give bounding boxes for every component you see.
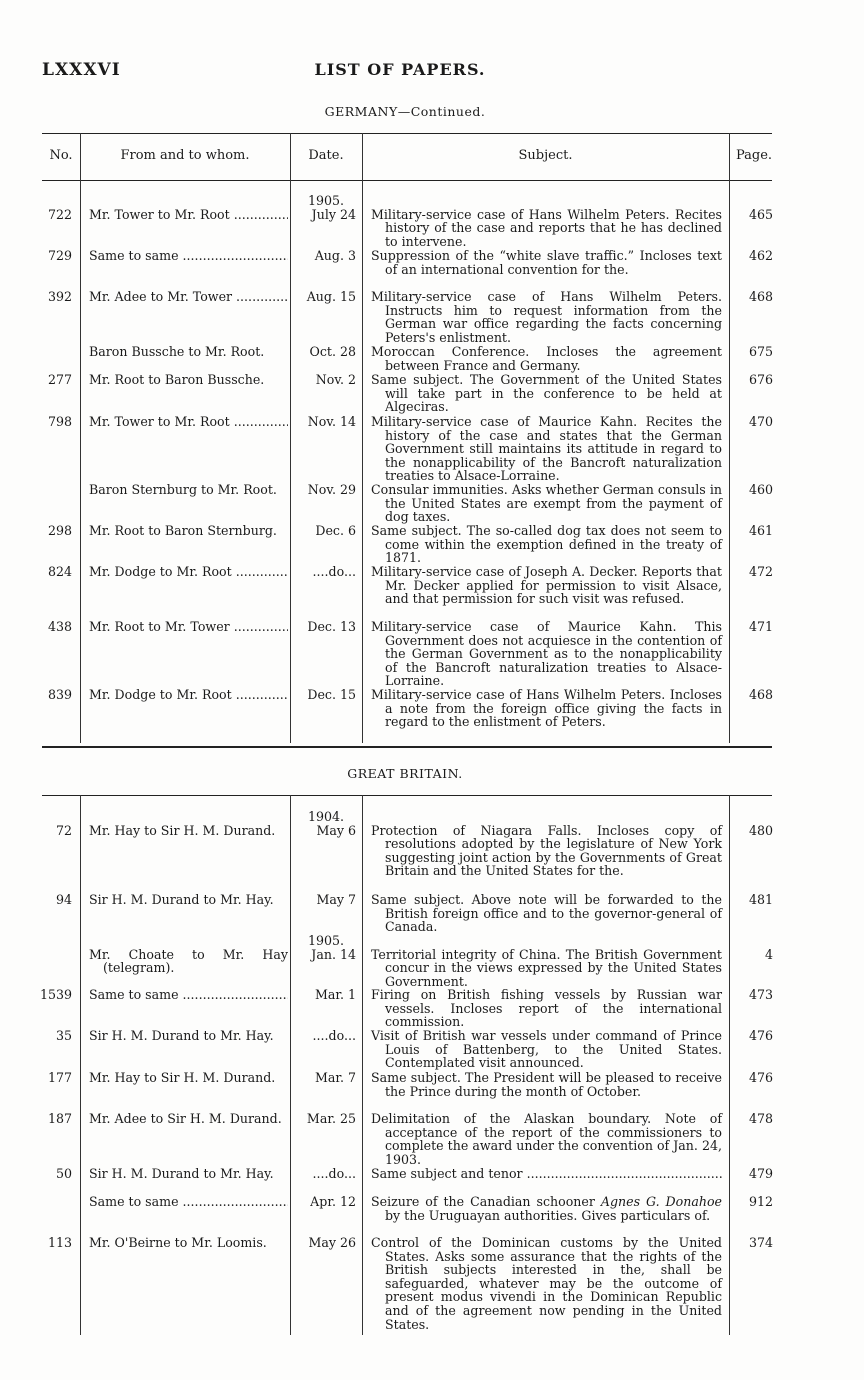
subject: Military-service case of Hans Wilhelm Peters. Incloses a note from the foreign office giving the facts in regard to the enlistment of Peters. xyxy=(371,687,722,730)
subject: Territorial integrity of China. The British Government concur in the views expressed by the United States Government. xyxy=(371,946,722,989)
subject: Consular immunities. Asks whether German consuls in the United States are exempt from the payment of dog taxes. xyxy=(371,482,722,525)
date xyxy=(296,194,356,221)
date xyxy=(296,934,356,961)
paper-number: 438 xyxy=(47,619,72,634)
subject: Same subject. The President will be pleased to receive the Prince during the month of October. xyxy=(371,1070,722,1099)
date-year: 1905. xyxy=(307,933,345,948)
column-header-page: Page. xyxy=(735,148,773,163)
table-row xyxy=(0,810,864,893)
date-day: Mar. 25 xyxy=(306,1111,356,1126)
page-reference: 470 xyxy=(748,414,773,429)
correspondents-text: Mr. Tower to Mr. Root ..... xyxy=(89,415,288,429)
date xyxy=(296,483,356,497)
date xyxy=(296,1112,356,1126)
table-row xyxy=(0,1071,864,1113)
table-top-rule xyxy=(42,133,772,134)
table-row xyxy=(0,345,864,373)
table-row xyxy=(0,1029,864,1071)
page-reference: 461 xyxy=(748,523,773,538)
subject: Same subject. The Government of the United States will take part in the conference to be held at Algeciras. xyxy=(371,372,722,415)
correspondents xyxy=(89,249,288,263)
page-reference: 478 xyxy=(748,1111,773,1126)
date-day: Mar. 1 xyxy=(314,987,356,1002)
table-row xyxy=(0,415,864,484)
page-reference: 4 xyxy=(764,946,773,962)
subject: Control of the Dominican customs by the United States. Asks some assurance that the rights of the British subjects interested in the, shall be safeguarded, whatever may be the outcome of present modus vivendi in the Dominican Republic and of the agreement now pending in the United States. xyxy=(371,1235,722,1332)
date-day: Nov. 14 xyxy=(307,414,356,429)
column-header-date: Date. xyxy=(308,148,344,163)
date xyxy=(296,1167,356,1181)
date xyxy=(296,1029,356,1043)
correspondents-text: Mr. Dodge to Mr. Root ..... xyxy=(89,688,288,702)
date-day: Dec. 13 xyxy=(307,619,356,634)
correspondents-text: Mr. Root to Mr. Tower ..... xyxy=(89,620,288,634)
paper-number: 177 xyxy=(47,1070,72,1085)
page-number: LXXXVI xyxy=(42,60,121,80)
correspondents: Sir H. M. Durand to Mr. Hay. xyxy=(89,892,274,907)
date-year: 1904. xyxy=(307,809,345,824)
table-row xyxy=(0,249,864,291)
paper-number: 298 xyxy=(47,523,72,538)
page-reference: 462 xyxy=(748,248,773,263)
table-row xyxy=(0,1112,864,1167)
table-row xyxy=(0,1236,864,1333)
subject: Military-service case of Maurice Kahn. This Government does not acquiesce in the contention of the German Government as to the nonapplicability of the Bancroft naturalization treaties to Alsace-Lorraine. xyxy=(371,619,722,689)
correspondents: Baron Sternburg to Mr. Root. xyxy=(89,482,277,497)
correspondents xyxy=(89,415,288,429)
subject: Delimitation of the Alaskan boundary. Note of acceptance of the report of the commissioners to complete the award under the convention of Jan. 24, 1903. xyxy=(371,1111,722,1167)
date xyxy=(296,620,356,634)
table-row xyxy=(0,524,864,566)
date xyxy=(296,688,356,702)
correspondents-text: Mr. Dodge to Mr. Root ..... xyxy=(89,565,288,579)
correspondents: Mr. Choate to Mr. Hay (telegram). xyxy=(89,946,288,976)
subject-text: Same subject and tenor ..... xyxy=(371,1167,722,1181)
paper-number: 1539 xyxy=(39,987,72,1002)
correspondents xyxy=(89,290,288,304)
paper-number: 187 xyxy=(47,1111,72,1126)
subject: Same subject. Above note will be forwarded to the British foreign office and to the governor-general of Canada. xyxy=(371,892,722,935)
page-reference: 479 xyxy=(748,1166,773,1181)
table-row xyxy=(0,1195,864,1237)
subject: Military-service case of Hans Wilhelm Peters. Instructs him to request information from the German war office regarding the facts concerning Peters's enlistment. xyxy=(371,289,722,345)
page-reference: 480 xyxy=(748,822,773,838)
section-heading-great-britain: GREAT BRITAIN. xyxy=(347,766,463,781)
subject: Visit of British war vessels under command of Prince Louis of Battenberg, to the United States. Contemplated visit announced. xyxy=(371,1028,722,1071)
correspondents: Mr. O'Beirne to Mr. Loomis. xyxy=(89,1235,267,1250)
date-day: May 7 xyxy=(316,892,356,907)
subject-text: Seizure of the Canadian schooner xyxy=(371,1194,601,1209)
table-row xyxy=(0,194,864,249)
date-day: Jan. 14 xyxy=(311,946,356,962)
correspondents xyxy=(89,688,288,702)
correspondents xyxy=(89,988,288,1002)
subject xyxy=(371,1167,722,1181)
table-header-rule xyxy=(42,180,772,181)
date xyxy=(296,810,356,837)
subject: Same subject. The so-called dog tax does not seem to come within the exemption defined in the treaty of 1871. xyxy=(371,523,722,566)
table-top-rule xyxy=(42,795,772,796)
correspondents xyxy=(89,208,288,222)
subject: Suppression of the “white slave traffic.” Incloses text of an international convention for the. xyxy=(371,248,722,277)
date-day: Apr. 12 xyxy=(310,1194,356,1209)
subject: Protection of Niagara Falls. Incloses copy of resolutions adopted by the legislature of New York suggesting joint action by the Governments of Great Britain and the United States for the. xyxy=(371,822,722,879)
paper-number: 729 xyxy=(47,248,72,263)
section-heading-germany: GERMANY—Continued. xyxy=(324,104,486,119)
correspondents: Mr. Adee to Sir H. M. Durand. xyxy=(89,1111,282,1126)
table-row xyxy=(0,988,864,1030)
date-day: Dec. 15 xyxy=(307,687,356,702)
paper-number: 392 xyxy=(47,289,72,304)
correspondents-text: Mr. Tower to Mr. Root ..... xyxy=(89,208,288,222)
date xyxy=(296,893,356,907)
paper-number: 35 xyxy=(55,1028,72,1043)
paper-number: 824 xyxy=(47,564,72,579)
page-reference: 460 xyxy=(748,482,773,497)
paper-number: 839 xyxy=(47,687,72,702)
date xyxy=(296,565,356,579)
page-title: LIST OF PAPERS. xyxy=(314,60,486,79)
date xyxy=(296,373,356,387)
correspondents: Baron Bussche to Mr. Root. xyxy=(89,344,265,359)
table-row xyxy=(0,934,864,989)
column-header-no: No. xyxy=(49,148,73,163)
page-reference: 472 xyxy=(748,564,773,579)
subject: Firing on British fishing vessels by Russian war vessels. Incloses report of the international commission. xyxy=(371,987,722,1030)
table-row xyxy=(0,373,864,415)
subject-text: by the Uruguayan authorities. Gives particulars of. xyxy=(385,1207,711,1223)
page-reference: 476 xyxy=(748,1028,773,1043)
correspondents: Sir H. M. Durand to Mr. Hay. xyxy=(89,1028,274,1043)
correspondents: Mr. Root to Baron Bussche. xyxy=(89,372,265,387)
paper-number: 798 xyxy=(47,414,72,429)
table-row xyxy=(0,893,864,935)
date-day: Oct. 28 xyxy=(309,344,356,359)
date xyxy=(296,415,356,429)
table-row xyxy=(0,483,864,525)
paper-number: 113 xyxy=(47,1235,72,1250)
date-day: May 26 xyxy=(308,1235,356,1250)
date-day: ....do... xyxy=(312,564,356,579)
date-day: Nov. 2 xyxy=(315,372,356,387)
table-row xyxy=(0,565,864,620)
correspondents: Mr. Hay to Sir H. M. Durand. xyxy=(89,822,276,838)
correspondents xyxy=(89,565,288,579)
correspondents-text: Same to same ..... xyxy=(89,1195,288,1209)
date xyxy=(296,345,356,359)
date xyxy=(296,1195,356,1209)
subject: Military-service case of Joseph A. Decker. Reports that Mr. Decker applied for permission to visit Alsace, and that permission for such visit was refused. xyxy=(371,564,722,607)
date-day: ....do... xyxy=(312,1166,356,1181)
vessel-name: Agnes G. Donahoe xyxy=(600,1194,723,1209)
date-day: Aug. 3 xyxy=(314,248,356,263)
page-reference: 468 xyxy=(748,289,773,304)
date-day: July 24 xyxy=(311,206,356,222)
page-reference: 473 xyxy=(748,987,773,1002)
page-reference: 465 xyxy=(748,206,773,222)
page-reference: 912 xyxy=(748,1194,773,1209)
paper-number: 94 xyxy=(55,892,72,907)
subject: Military-service case of Hans Wilhelm Peters. Recites history of the case and reports that he has declined to intervene. xyxy=(371,206,722,249)
page-reference: 374 xyxy=(748,1235,773,1250)
date xyxy=(296,988,356,1002)
subject: Military-service case of Maurice Kahn. Recites the history of the case and states that the German Government still maintains its attitude in regard to the nonapplicability of the Bancroft naturalization treaties to Alsace-Lorraine. xyxy=(371,414,722,484)
date xyxy=(296,1236,356,1250)
table-row xyxy=(0,620,864,689)
page-reference: 468 xyxy=(748,687,773,702)
date-day: Dec. 6 xyxy=(315,523,356,538)
table-row xyxy=(0,688,864,730)
date xyxy=(296,290,356,304)
page-reference: 481 xyxy=(748,892,773,907)
date-day: Mar. 7 xyxy=(314,1070,356,1085)
page-reference: 471 xyxy=(748,619,773,634)
paper-number: 72 xyxy=(55,822,72,838)
column-header-subject: Subject. xyxy=(518,148,573,163)
paper-number: 277 xyxy=(47,372,72,387)
page-reference: 675 xyxy=(748,344,773,359)
date xyxy=(296,249,356,263)
date xyxy=(296,1071,356,1085)
date-day: ....do... xyxy=(312,1028,356,1043)
table-row xyxy=(0,1167,864,1195)
table-bottom-rule xyxy=(42,746,772,748)
paper-number: 50 xyxy=(55,1166,72,1181)
correspondents-text: Same to same ..... xyxy=(89,988,288,1002)
correspondents: Mr. Hay to Sir H. M. Durand. xyxy=(89,1070,276,1085)
paper-number: 722 xyxy=(47,206,72,222)
date-day: Nov. 29 xyxy=(307,482,356,497)
table-row xyxy=(0,290,864,345)
correspondents-text: Same to same ..... xyxy=(89,249,288,263)
correspondents: Sir H. M. Durand to Mr. Hay. xyxy=(89,1166,274,1181)
date-day: Aug. 15 xyxy=(306,289,356,304)
correspondents xyxy=(89,1195,288,1209)
date-year: 1905. xyxy=(307,193,345,208)
column-header-from: From and to whom. xyxy=(120,148,250,163)
subject: Moroccan Conference. Incloses the agreement between France and Germany. xyxy=(371,344,722,373)
correspondents-text: Mr. Adee to Mr. Tower ..... xyxy=(89,290,288,304)
date xyxy=(296,524,356,538)
subject xyxy=(371,1195,722,1222)
correspondents: Mr. Root to Baron Sternburg. xyxy=(89,523,277,538)
page-reference: 676 xyxy=(748,372,773,387)
correspondents xyxy=(89,620,288,634)
page-reference: 476 xyxy=(748,1070,773,1085)
date-day: May 6 xyxy=(316,822,356,838)
